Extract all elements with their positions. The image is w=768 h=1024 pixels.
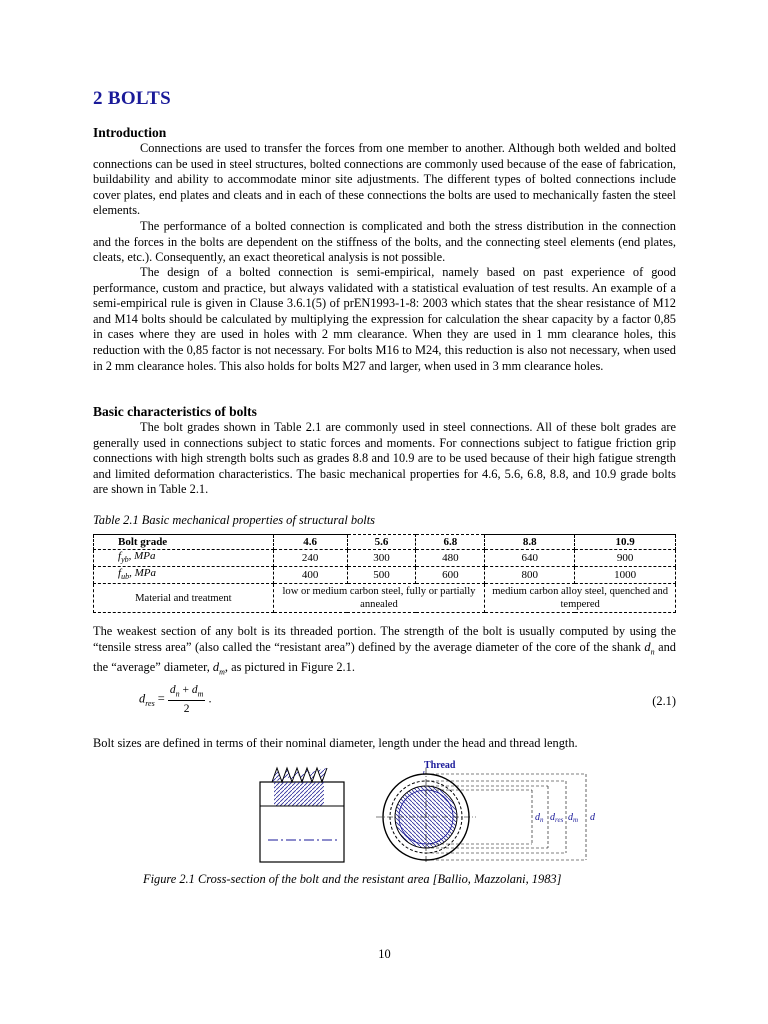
table-cell: 400: [273, 567, 347, 584]
table-row: [94, 550, 676, 567]
table-cell: 500: [347, 567, 416, 584]
table-cell-material-group-1: low or medium carbon steel, fully or partially annealed: [273, 584, 485, 613]
dimension-label-dres: $d_{res}$: [550, 812, 564, 824]
section-heading-basic-characteristics: Basic characteristics of bolts: [93, 404, 257, 419]
bolt-properties-table: [93, 534, 676, 613]
table-row: [94, 567, 676, 584]
chapter-title: 2 BOLTS: [93, 88, 171, 109]
table-cell: 800: [485, 567, 575, 584]
table-cell: 900: [575, 550, 676, 567]
table-header-grade: 4.6: [273, 535, 347, 550]
dimension-label-dm: $d_m$: [568, 812, 579, 824]
table-caption: Table 2.1 Basic mechanical properties of structural bolts: [93, 513, 375, 527]
thread-label: Thread: [424, 760, 456, 771]
bolt-cross-section-figure: [248, 754, 608, 864]
table-cell: 300: [347, 550, 416, 567]
table-row-label-fub: $f_{ub}$, MPa: [94, 567, 274, 584]
weakest-section-paragraph: The weakest section of any bolt is its threaded portion. The strength of the bolt is usually computed by using the “tensile stress area” (also called the “resistant area”) defined by the average diameter of the core of the shank $d_n$ and the “average” diameter, $d_m$, as pictured in Figure 2.1.: [93, 624, 676, 677]
table-header-grade: 8.8: [485, 535, 575, 550]
table-header-grade: 5.6: [347, 535, 416, 550]
table-header-bolt-grade: Bolt grade: [94, 535, 274, 550]
section-heading-introduction: Introduction: [93, 125, 167, 140]
bolt-sizes-paragraph: Bolt sizes are defined in terms of their nominal diameter, length under the head and thread length.: [93, 736, 578, 750]
intro-paragraph-2: The performance of a bolted connection is complicated and both the stress distribution in the connection and the forces in the bolts are dependent on the stiffness of the bolts, and the connecting steel elements (end plates, cleats, etc.). Consequently, an exact theoretical analysis is not possible.: [93, 219, 676, 265]
table-cell: 640: [485, 550, 575, 567]
table-cell: 1000: [575, 567, 676, 584]
table-row-label-material: Material and treatment: [94, 584, 274, 613]
page-number: 10: [378, 947, 391, 961]
figure-caption: Figure 2.1 Cross-section of the bolt and the resistant area [Ballio, Mazzolani, 1983]: [143, 872, 562, 886]
table-header-grade: 10.9: [575, 535, 676, 550]
table-header-grade: 6.8: [416, 535, 485, 550]
table-cell-material-group-2: medium carbon alloy steel, quenched and tempered: [485, 584, 676, 613]
bolt-side-view: [260, 768, 344, 862]
table-cell: 600: [416, 567, 485, 584]
table-cell: 480: [416, 550, 485, 567]
table-row-label-fyb: $f_{yb}$, MPa: [94, 550, 274, 567]
dimension-label-d: d: [590, 812, 595, 823]
basic-paragraph-1: The bolt grades shown in Table 2.1 are commonly used in steel connections. All of these bolt grades are generally used in connections subject to static forces and moments. For connections subject to fatigue friction grip connections with high strength bolts such as grades 8.8 and 10.9 are to be used because of their high fatigue strength and limited deformation characteristics. The basic mechanical properties for 4.6, 5.6, 6.8, 8.8, and 10.9 grade bolts are shown in Table 2.1.: [93, 420, 676, 497]
table-row: [94, 535, 676, 550]
equation-number: (2.1): [652, 694, 676, 708]
dimension-label-dn: $d_n$: [535, 812, 544, 824]
intro-paragraph-3: The design of a bolted connection is semi-empirical, namely based on past experience of good performance, custom and practice, but always validated with a statistical evaluation of test results. An example of a semi-empirical rule is given in Clause 3.6.1(5) of prEN1993-1-8: 2003 which states that the shear resistance of M12 and M14 bolts should be calculated by multiplying the expression for calculation the shear capacity by a factor 0,85 in cases where they are used in holes with 2 mm clearance. When they are used in 1 mm clearance holes, this reduction with the 0,85 factor is not necessary. For bolts M16 to M24, this reduction is also not necessary, when used in 2 mm clearance holes. This also holds for bolts M27 and larger, when used in 3 mm clearance holes.: [93, 265, 676, 373]
equation-2-1: $d_{res}$ = $\frac{d_n + d_m}{2}$ .: [139, 684, 212, 716]
intro-paragraph-1: Connections are used to transfer the forces from one member to another. Although both welded and bolted connections can be used in steel structures, bolted connections are commonly used because of the ease of fabrication, buildability and ability to accommodate minor site adjustments. The different types of bolted connections include cover plates, end plates and cleats and in each of these connections the bolts are used to mechanically fasten the steel elements.: [93, 141, 676, 218]
table-cell: 240: [273, 550, 347, 567]
bolt-cross-section-view: [376, 768, 476, 864]
table-row: [94, 584, 676, 613]
